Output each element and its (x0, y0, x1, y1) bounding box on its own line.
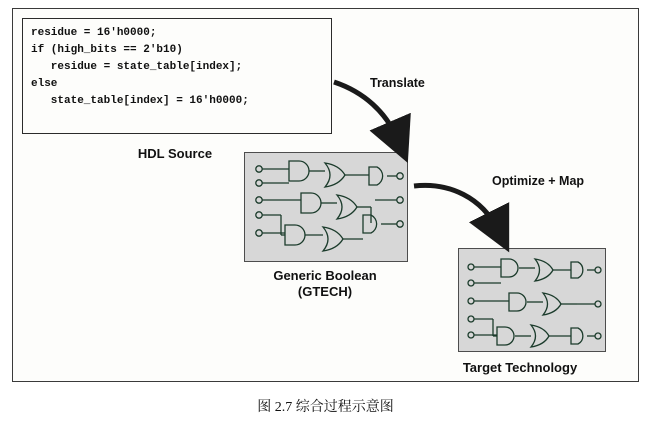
label-target-technology: Target Technology (462, 360, 578, 375)
code-line: state_table[index] = 16'h0000; (31, 95, 249, 107)
hdl-code-box (22, 18, 332, 134)
label-optimize-map: Optimize + Map (492, 174, 585, 188)
figure-caption: 图 2.7 综合过程示意图 (257, 400, 394, 415)
code-line: if (high_bits == 2'b10) (31, 44, 183, 56)
label-generic-boolean (210, 268, 440, 300)
schematic-generic-boolean (244, 152, 408, 262)
label-generic-boolean-line2: (GTECH) (297, 284, 353, 299)
target-schematic-svg (459, 249, 605, 351)
gtech-schematic-svg (245, 153, 407, 261)
schematic-target-technology (458, 248, 606, 352)
code-line: residue = state_table[index]; (31, 61, 243, 73)
label-hdl-source: HDL Source (137, 146, 213, 161)
label-generic-boolean-line1: Generic Boolean (273, 268, 377, 283)
code-line: residue = 16'h0000; (31, 27, 157, 39)
code-line: else (31, 78, 58, 90)
label-translate: Translate (370, 76, 425, 90)
